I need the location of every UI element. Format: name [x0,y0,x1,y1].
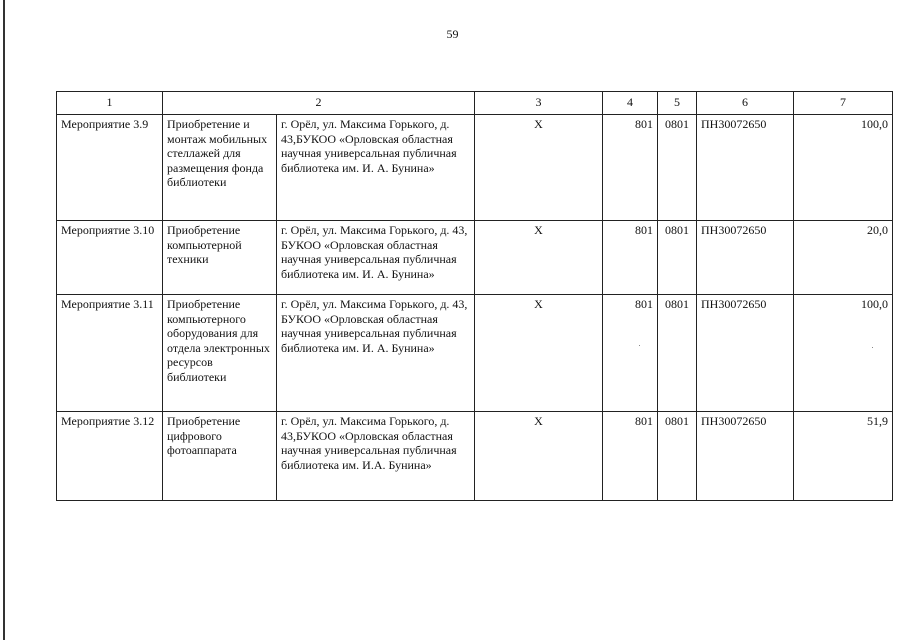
cell-col-4: 801 [603,115,658,221]
header-col-1: 1 [57,92,163,115]
cell-col-6: ПН30072650 [697,221,794,295]
cell-col-7: 20,0 [794,221,893,295]
header-col-5: 5 [658,92,697,115]
table-row [57,412,893,501]
header-col-4: 4 [603,92,658,115]
table-row [57,115,893,221]
cell-col-3: X [475,221,603,295]
cell-address: г. Орёл, ул. Максима Горького, д. 43,БУКОО «Орловская областная научная универсальная публичная библиотека им. И. А. Бунина» [277,115,475,221]
cell-col-4: 801 [603,295,658,412]
cell-event: Мероприятие 3.10 [57,221,163,295]
cell-col-7: 51,9 [794,412,893,501]
page-number: 59 [446,27,459,41]
cell-col-6: ПН30072650 [697,115,794,221]
cell-col-5: 0801 [658,295,697,412]
scan-speck [639,345,640,346]
cell-col-5: 0801 [658,115,697,221]
cell-name: Приобретение компьютерного оборудования для отдела электронных ресурсов библиотеки [163,295,277,412]
cell-col-5: 0801 [658,221,697,295]
scan-edge-line [3,0,5,640]
cell-name: Приобретение и монтаж мобильных стеллажей для размещения фонда библиотеки [163,115,277,221]
table-header-row [57,92,893,115]
cell-event: Мероприятие 3.12 [57,412,163,501]
cell-address: г. Орёл, ул. Максима Горького, д. 43, БУКОО «Орловская областная научная универсальная публичная библиотека им. И. А. Бунина» [277,295,475,412]
header-col-3: 3 [475,92,603,115]
cell-col-5: 0801 [658,412,697,501]
scan-speck [872,347,873,348]
cell-col-4: 801 [603,221,658,295]
cell-name: Приобретение цифрового фотоаппарата [163,412,277,501]
cell-col-3: X [475,295,603,412]
header-col-2: 2 [163,92,475,115]
cell-col-3: X [475,412,603,501]
cell-col-4: 801 [603,412,658,501]
header-col-6: 6 [697,92,794,115]
cell-event: Мероприятие 3.11 [57,295,163,412]
table-row [57,221,893,295]
cell-col-3: X [475,115,603,221]
cell-col-6: ПН30072650 [697,412,794,501]
cell-col-6: ПН30072650 [697,295,794,412]
table-row [57,295,893,412]
cell-event: Мероприятие 3.9 [57,115,163,221]
budget-table [56,91,893,501]
cell-address: г. Орёл, ул. Максима Горького, д. 43,БУКОО «Орловская областная научная универсальная публичная библиотека им. И.А. Бунина» [277,412,475,501]
cell-col-7: 100,0 [794,295,893,412]
header-col-7: 7 [794,92,893,115]
cell-address: г. Орёл, ул. Максима Горького, д. 43, БУКОО «Орловская областная научная универсальная публичная библиотека им. И. А. Бунина» [277,221,475,295]
cell-name: Приобретение компьютерной техники [163,221,277,295]
cell-col-7: 100,0 [794,115,893,221]
